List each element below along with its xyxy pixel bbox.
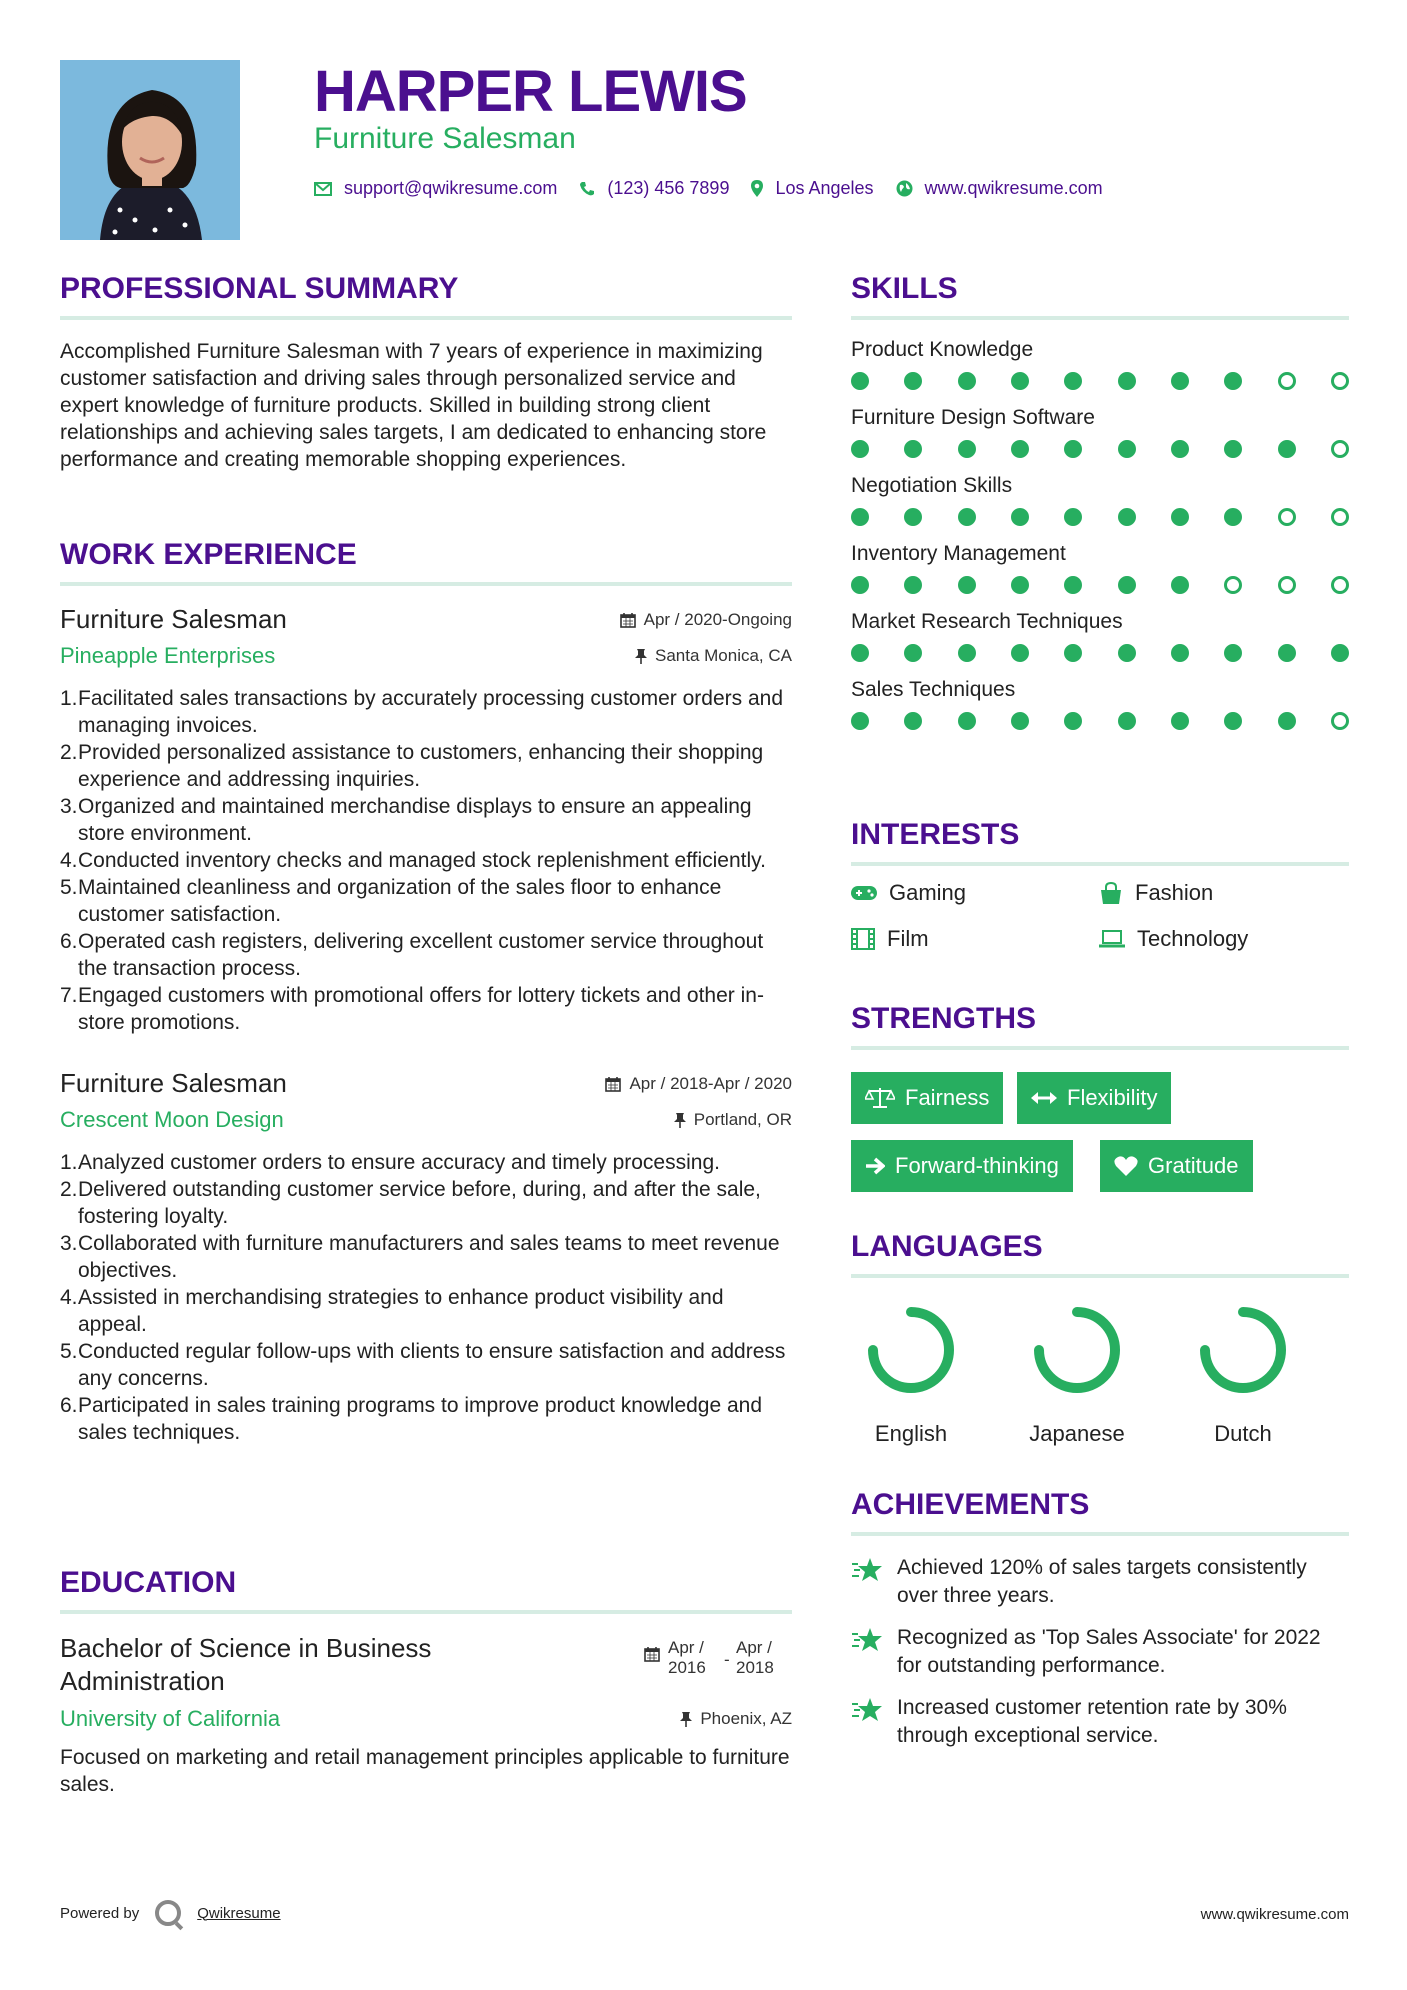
- rating-dot-filled: [851, 372, 869, 390]
- duty-item: 3. Collaborated with furniture manufacturers and sales teams to meet revenue objectives.: [60, 1232, 780, 1282]
- achievements-list: [851, 1554, 1349, 1750]
- qwikresume-link[interactable]: Qwikresume: [197, 1904, 281, 1922]
- school-place: [680, 1709, 792, 1729]
- skill-item: [851, 542, 1349, 594]
- rating-dot-empty: [1331, 576, 1349, 594]
- skill-item: [851, 474, 1349, 526]
- skill-label: Furniture Design Software: [851, 406, 1095, 429]
- language-label: Japanese: [1029, 1421, 1125, 1446]
- job-role: Furniture Salesman: [60, 604, 287, 634]
- interest-label: Fashion: [1135, 880, 1214, 905]
- rating-dot-filled: [1224, 508, 1242, 526]
- language-progress-ring: [1183, 1304, 1303, 1404]
- rating-dot-empty: [1278, 508, 1296, 526]
- rating-dot-filled: [958, 712, 976, 730]
- rating-dot-filled: [1224, 372, 1242, 390]
- strengths-section: [851, 1002, 1349, 1202]
- rating-dot-filled: [1011, 576, 1029, 594]
- duty-item: 6. Participated in sales training programs to improve product knowledge and sales techniques.: [60, 1394, 763, 1444]
- skills-section: [851, 272, 1349, 730]
- strength-label: Flexibility: [1067, 1085, 1158, 1110]
- rating-dot-filled: [1171, 508, 1189, 526]
- envelope-icon: [314, 182, 332, 196]
- language-label: English: [874, 1421, 948, 1446]
- education-section: [60, 1566, 792, 1798]
- rating-dot-filled: [904, 644, 922, 662]
- rating-dot-empty: [1331, 508, 1349, 526]
- website-text: www.qwikresume.com: [924, 178, 1103, 198]
- skill-rating: [851, 712, 1349, 730]
- degree-title: Bachelor of Science in Business Administration: [60, 1633, 432, 1696]
- edu-start: Apr / 2016: [668, 1638, 706, 1677]
- candidate-name: HARPER LEWIS: [314, 59, 747, 124]
- rating-dot-filled: [1011, 508, 1029, 526]
- duty-item: 7. Engaged customers with promotional offers for lottery tickets and other in-store promotions.: [60, 984, 764, 1034]
- interest-label: Film: [887, 926, 929, 951]
- rating-dot-empty: [1278, 576, 1296, 594]
- strength-chip: [1017, 1072, 1171, 1124]
- location-text: Los Angeles: [775, 178, 874, 198]
- skill-rating: [851, 576, 1349, 594]
- profile-photo: [60, 60, 240, 240]
- strength-label: Gratitude: [1148, 1153, 1239, 1178]
- phone-text: (123) 456 7899: [607, 178, 730, 198]
- duty-item: 2. Provided personalized assistance to customers, enhancing their shopping experience and addressing inquiries.: [60, 741, 764, 791]
- balance-scale-icon: [865, 1087, 895, 1109]
- phone-icon: [579, 181, 595, 197]
- qwikresume-logo-icon: [155, 1900, 181, 1926]
- skill-item: [851, 338, 1349, 390]
- achievement-item: [851, 1554, 1349, 1610]
- language-item: [1183, 1304, 1303, 1447]
- contact-bar: [314, 178, 1125, 199]
- rating-dot-empty: [1331, 440, 1349, 458]
- job-date: [620, 610, 792, 630]
- star-award-icon: [851, 1696, 883, 1724]
- skill-label: Inventory Management: [851, 542, 1066, 565]
- language-progress-arc: [1039, 1312, 1115, 1388]
- film-icon: [851, 928, 875, 950]
- skill-label: Negotiation Skills: [851, 474, 1013, 497]
- rating-dot-filled: [1064, 440, 1082, 458]
- skill-label: Product Knowledge: [851, 338, 1034, 361]
- rating-dot-filled: [1118, 576, 1136, 594]
- powered-label: Powered by: [60, 1904, 140, 1922]
- calendar-icon: [620, 612, 636, 628]
- interest-label: Technology: [1137, 926, 1249, 951]
- language-progress-arc: [873, 1312, 949, 1388]
- rating-dot-filled: [958, 508, 976, 526]
- duty-item: 1. Facilitated sales transactions by accurately processing customer orders and managing invoices.: [60, 687, 783, 737]
- school-place-text: Phoenix, AZ: [700, 1709, 792, 1728]
- strength-label: Forward-thinking: [895, 1153, 1059, 1178]
- rating-dot-filled: [904, 440, 922, 458]
- rating-dot-filled: [1224, 644, 1242, 662]
- footer-url[interactable]: www.qwikresume.com: [1200, 1906, 1349, 1923]
- job-place-text: Santa Monica, CA: [654, 646, 792, 665]
- rating-dot-filled: [1278, 440, 1296, 458]
- rating-dot-filled: [1064, 508, 1082, 526]
- rating-dot-filled: [1171, 372, 1189, 390]
- achievement-text: Achieved 120% of sales targets consistently over three years.: [897, 1556, 1307, 1607]
- job-place-text: Portland, OR: [693, 1110, 792, 1129]
- strength-chip: [851, 1140, 1073, 1192]
- strength-chip: [1100, 1140, 1253, 1192]
- job-entry: [60, 1068, 792, 1446]
- duty-item: 3. Organized and maintained merchandise displays to ensure an appealing store environment.: [60, 795, 752, 845]
- gamepad-icon: [851, 885, 877, 901]
- footer-powered: [60, 1900, 281, 1926]
- job-date-text: Apr / 2018-Apr / 2020: [629, 1073, 792, 1093]
- achievement-text: Recognized as 'Top Sales Associate' for 2022 for outstanding performance.: [897, 1626, 1321, 1677]
- email-text: support@qwikresume.com: [344, 178, 558, 198]
- rating-dot-filled: [1011, 712, 1029, 730]
- language-progress-arc: [1205, 1312, 1281, 1388]
- language-progress-ring: [1017, 1304, 1137, 1404]
- rating-dot-filled: [1118, 372, 1136, 390]
- heart-icon: [1114, 1155, 1138, 1177]
- rating-dot-filled: [904, 576, 922, 594]
- languages-section: [851, 1230, 1349, 1450]
- achievements-section: [851, 1488, 1349, 1764]
- rating-dot-empty: [1224, 576, 1242, 594]
- achievement-item: [851, 1694, 1349, 1750]
- job-entry: [60, 604, 792, 1036]
- pushpin-icon: [680, 1711, 692, 1727]
- arrows-horizontal-icon: [1031, 1091, 1057, 1105]
- languages-heading: LANGUAGES: [851, 1230, 1349, 1278]
- job-duties: [60, 1149, 792, 1446]
- skill-item: [851, 406, 1349, 458]
- duty-item: 2. Delivered outstanding customer service before, during, and after the sale, fostering loyalty.: [60, 1178, 761, 1228]
- job-date-text: Apr / 2020-Ongoing: [643, 609, 792, 629]
- contact-website[interactable]: [896, 178, 1103, 199]
- job-duties: [60, 685, 792, 1036]
- interest-fashion: [1099, 880, 1213, 906]
- edu-end: Apr / 2018: [736, 1638, 774, 1677]
- achievements-heading: ACHIEVEMENTS: [851, 1488, 1349, 1536]
- rating-dot-filled: [1171, 576, 1189, 594]
- star-award-icon: [851, 1626, 883, 1654]
- rating-dot-filled: [1171, 712, 1189, 730]
- education-text: Focused on marketing and retail management principles applicable to furniture sales.: [60, 1746, 790, 1796]
- interest-gaming: [851, 880, 966, 906]
- strength-chip: [851, 1072, 1003, 1124]
- duty-item: 1. Analyzed customer orders to ensure accuracy and timely processing.: [60, 1151, 720, 1174]
- job-company: Pineapple Enterprises: [60, 643, 276, 668]
- work-section: [60, 538, 792, 1446]
- laptop-icon: [1099, 930, 1125, 948]
- rating-dot-filled: [1171, 644, 1189, 662]
- rating-dot-filled: [851, 712, 869, 730]
- job-place: [674, 1110, 792, 1130]
- job-company: Crescent Moon Design: [60, 1107, 284, 1132]
- arrow-right-icon: [865, 1157, 885, 1175]
- star-award-icon: [851, 1556, 883, 1584]
- language-item: [851, 1304, 971, 1447]
- rating-dot-filled: [1064, 712, 1082, 730]
- duty-item: 4. Conducted inventory checks and managed stock replenishment efficiently.: [60, 849, 766, 872]
- skill-rating: [851, 508, 1349, 526]
- achievement-text: Increased customer retention rate by 30% through exceptional service.: [897, 1696, 1287, 1747]
- skill-item: [851, 678, 1349, 730]
- skill-rating: [851, 372, 1349, 390]
- interests-section: [851, 818, 1349, 968]
- rating-dot-empty: [1278, 372, 1296, 390]
- contact-phone[interactable]: [579, 178, 729, 199]
- rating-dot-filled: [1224, 440, 1242, 458]
- rating-dot-filled: [1011, 372, 1029, 390]
- strength-label: Fairness: [905, 1085, 990, 1110]
- interest-label: Gaming: [889, 880, 967, 905]
- rating-dot-empty: [1331, 372, 1349, 390]
- rating-dot-filled: [1064, 576, 1082, 594]
- language-label: Dutch: [1214, 1421, 1272, 1446]
- summary-heading: PROFESSIONAL SUMMARY: [60, 272, 792, 320]
- skill-label: Market Research Techniques: [851, 610, 1123, 633]
- rating-dot-filled: [1171, 440, 1189, 458]
- rating-dot-filled: [904, 712, 922, 730]
- calendar-icon: [605, 1076, 621, 1092]
- duty-item: 5. Maintained cleanliness and organization of the sales floor to enhance customer satisfaction.: [60, 876, 722, 926]
- education-date: [644, 1638, 792, 1678]
- rating-dot-filled: [851, 440, 869, 458]
- rating-dot-filled: [1118, 508, 1136, 526]
- skill-rating: [851, 644, 1349, 662]
- skills-heading: SKILLS: [851, 272, 1349, 320]
- rating-dot-filled: [1118, 440, 1136, 458]
- map-pin-icon: [751, 180, 763, 197]
- rating-dot-filled: [904, 508, 922, 526]
- skill-label: Sales Techniques: [851, 678, 1016, 701]
- interest-technology: [1099, 926, 1248, 952]
- rating-dot-filled: [851, 644, 869, 662]
- rating-dot-filled: [1224, 712, 1242, 730]
- rating-dot-filled: [1011, 440, 1029, 458]
- education-heading: EDUCATION: [60, 1566, 792, 1614]
- shopping-bag-icon: [1099, 882, 1123, 904]
- rating-dot-filled: [1118, 644, 1136, 662]
- language-item: [1017, 1304, 1137, 1447]
- job-place: [635, 646, 792, 666]
- rating-dot-filled: [851, 508, 869, 526]
- rating-dot-filled: [958, 372, 976, 390]
- skills-list: [851, 338, 1349, 730]
- work-heading: WORK EXPERIENCE: [60, 538, 792, 586]
- school-name: University of California: [60, 1706, 281, 1731]
- skill-rating: [851, 440, 1349, 458]
- contact-email[interactable]: [314, 178, 557, 199]
- edu-date-sep: -: [724, 1650, 730, 1669]
- interest-film: [851, 926, 929, 952]
- rating-dot-filled: [1278, 644, 1296, 662]
- pushpin-icon: [674, 1112, 686, 1128]
- globe-icon: [896, 180, 913, 197]
- rating-dot-filled: [1278, 712, 1296, 730]
- rating-dot-filled: [1118, 712, 1136, 730]
- duty-item: 5. Conducted regular follow-ups with clients to ensure satisfaction and address any concerns.: [60, 1340, 786, 1390]
- calendar-icon: [644, 1646, 660, 1662]
- rating-dot-filled: [1011, 644, 1029, 662]
- rating-dot-filled: [958, 644, 976, 662]
- duty-item: 6. Operated cash registers, delivering excellent customer service throughout the transaction process.: [60, 930, 764, 980]
- job-date: [605, 1074, 792, 1094]
- summary-text: Accomplished Furniture Salesman with 7 years of experience in maximizing customer satisfaction and driving sales through personalized service and expert knowledge of furniture products. Skilled in building strong client relationships and achieving sales targets, I am dedicated to enhancing store performance and creating memorable shopping experiences.: [60, 340, 767, 471]
- rating-dot-filled: [958, 576, 976, 594]
- interests-heading: INTERESTS: [851, 818, 1349, 866]
- skill-item: [851, 610, 1349, 662]
- summary-section: [60, 272, 792, 473]
- language-progress-ring: [851, 1304, 971, 1404]
- rating-dot-filled: [904, 372, 922, 390]
- pushpin-icon: [635, 648, 647, 664]
- candidate-title: Furniture Salesman: [314, 122, 576, 155]
- achievement-item: [851, 1624, 1349, 1680]
- rating-dot-filled: [1064, 644, 1082, 662]
- contact-location: [751, 178, 873, 199]
- rating-dot-empty: [1331, 712, 1349, 730]
- duty-item: 4. Assisted in merchandising strategies to enhance product visibility and appeal.: [60, 1286, 724, 1336]
- job-role: Furniture Salesman: [60, 1068, 287, 1098]
- strengths-heading: STRENGTHS: [851, 1002, 1349, 1050]
- rating-dot-filled: [1331, 644, 1349, 662]
- rating-dot-filled: [1064, 372, 1082, 390]
- rating-dot-filled: [851, 576, 869, 594]
- rating-dot-filled: [958, 440, 976, 458]
